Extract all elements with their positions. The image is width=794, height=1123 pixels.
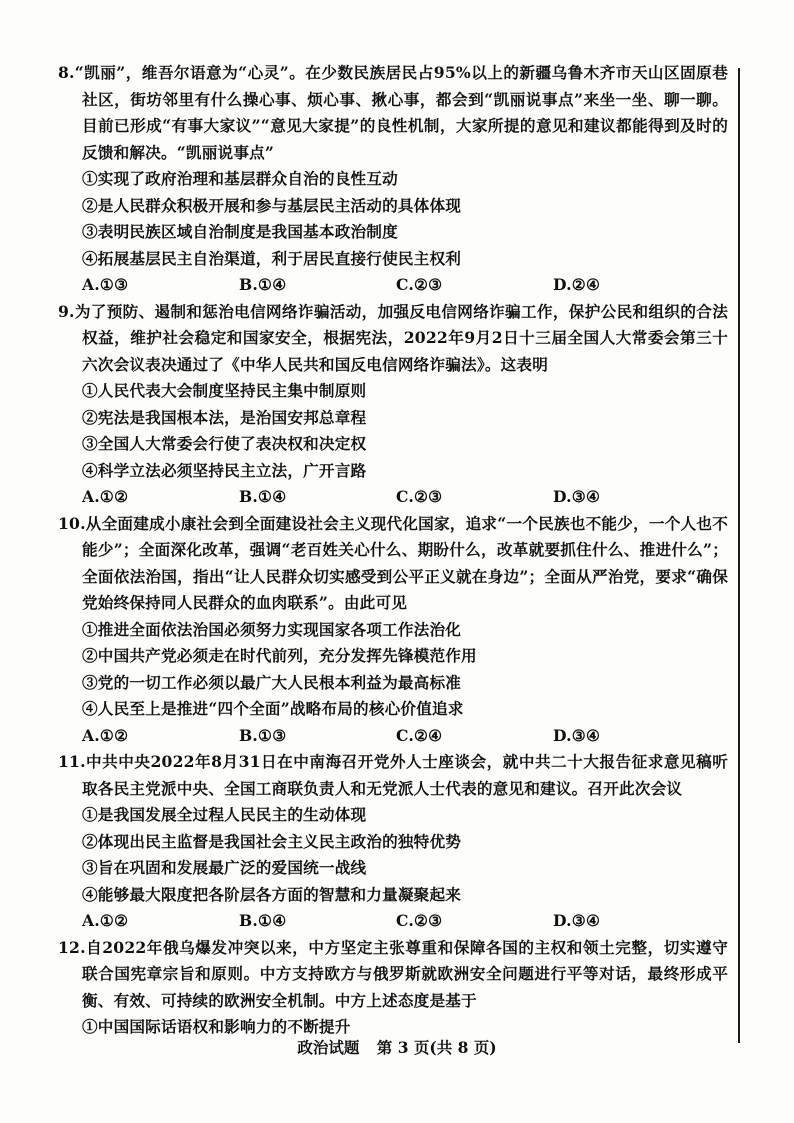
question-text: 为了预防、遏制和惩治电信网络诈骗活动，加强反电信网络诈骗工作，保护公民和组织的合法权益，维护社会稳定和国家安全，根据宪法，2022年9月2日十三届全国人大常委会第三十六次会议表决通过了《中华人民共和国反电信网络诈骗法》。这表明 <box>74 301 728 374</box>
statement-item: ①实现了政府治理和基层群众自治的良性互动 <box>82 169 398 188</box>
question-stem <box>58 299 728 379</box>
answer-option[interactable]: D.②④ <box>553 275 601 294</box>
statement-item: ③表明民族区域自治制度是我国基本政治制度 <box>82 222 398 241</box>
question-stem <box>58 60 728 166</box>
answer-options <box>58 908 728 935</box>
answer-options <box>58 272 728 299</box>
question-list <box>58 60 728 1041</box>
answer-option[interactable]: A.①② <box>82 911 129 930</box>
answer-option[interactable]: A.①③ <box>82 275 129 294</box>
answer-option[interactable]: C.②④ <box>396 725 443 745</box>
question <box>58 299 728 511</box>
question <box>58 749 728 935</box>
answer-option[interactable]: C.②③ <box>396 911 443 930</box>
answer-option[interactable]: C.②③ <box>396 487 443 506</box>
question-text: 中共中央2022年8月31日在中南海召开党外人士座谈会，就中共二十大报告征求意见稿听取各民主党派中央、全国工商联负责人和无党派人士代表的意见和建议。召开此次会议 <box>82 752 728 798</box>
question-text: “凯丽”，维吾尔语意为“心灵”。在少数民族居民占95%以上的新疆乌鲁木齐市天山区固原巷社区，街坊邻里有什么操心事、烦心事、揪心事，都会到“凯丽说事点”来坐一坐、聊一聊。目前已形成“有事大家议”“意见大家提”的良性机制，大家所提的意见和建议都能得到及时的反馈和解决。“凯丽说事点” <box>74 63 728 162</box>
question-text: 从全面建成小康社会到全面建设社会主义现代化国家，追求“一个民族也不能少，一个人也不能少”；全面深化改革，强调“老百姓关心什么、期盼什么，改革就要抓住什么、推进什么”；全面依法治国，指出“让人民群众切实感受到公平正义就在身边”；全面从严治党，要求“确保党始终保持同人民群众的血肉联系”。由此可见 <box>82 513 728 612</box>
answer-option[interactable]: B.①④ <box>239 911 287 930</box>
statement-item: ③旨在巩固和发展最广泛的爱国统一战线 <box>82 858 367 877</box>
answer-option[interactable]: A.①② <box>82 725 129 745</box>
answer-option[interactable]: D.③④ <box>553 725 601 745</box>
page-footer <box>0 1036 794 1058</box>
statement-item: ②中国共产党必须走在时代前列，充分发挥先锋模范作用 <box>82 646 477 665</box>
statement-item: ①推进全面依法治国必须努力实现国家各项工作法治化 <box>82 619 462 639</box>
question-number: 8. <box>58 63 75 82</box>
statement-item: ②是人民群众积极开展和参与基层民主活动的具体体现 <box>82 195 462 215</box>
statement-item: ④人民至上是推进“四个全面”战略布局的核心价值追求 <box>82 699 464 718</box>
statement-item: ①人民代表大会制度坚持民主集中制原则 <box>82 381 367 400</box>
question <box>58 511 728 750</box>
answer-option[interactable]: D.③④ <box>553 487 601 506</box>
statement-item: ④拓展基层民主自治渠道，利于居民直接行使民主权利 <box>82 248 462 268</box>
question <box>58 935 728 1041</box>
answer-options <box>58 484 728 511</box>
question-stem <box>58 935 728 1015</box>
statement-item: ①中国国际话语权和影响力的不断提升 <box>82 1017 351 1036</box>
statement-item: ①是我国发展全过程人民民主的生动体现 <box>82 805 367 824</box>
answer-options <box>58 723 728 750</box>
footer-page-number: 第 3 页(共 8 页) <box>376 1038 497 1057</box>
question-text: 自2022年俄乌爆发冲突以来，中方坚定主张尊重和保障各国的主权和领土完整，切实遵守联合国宪章宗旨和原则。中方支持欧方与俄罗斯就欧洲安全问题进行平等对话，最终形成平衡、有效、可持续的欧洲安全机制。中方上述态度是基于 <box>82 937 728 1010</box>
question-number: 11. <box>58 752 86 771</box>
question-number: 12. <box>58 937 86 957</box>
statement-item: ③全国人大常委会行使了表决权和决定权 <box>82 434 367 453</box>
answer-option[interactable]: B.①④ <box>239 487 287 506</box>
statement-item: ④能够最大限度把各阶层各方面的智慧和力量凝聚起来 <box>82 884 462 904</box>
answer-option[interactable]: A.①② <box>82 487 129 506</box>
question-number: 10. <box>58 513 86 533</box>
question-stem <box>58 749 728 802</box>
statement-item: ②宪法是我国根本法，是治国安邦总章程 <box>82 407 367 427</box>
statement-item: ③党的一切工作必须以最广大人民根本利益为最高标准 <box>82 672 462 692</box>
statement-item: ④科学立法必须坚持民主立法，广开言路 <box>82 460 367 480</box>
answer-option[interactable]: B.①③ <box>239 725 287 745</box>
question <box>58 60 728 299</box>
footer-subject: 政治试题 <box>297 1038 360 1057</box>
answer-option[interactable]: B.①④ <box>239 275 287 294</box>
question-number: 9. <box>58 301 75 321</box>
question-stem <box>58 511 728 617</box>
margin-rule <box>738 68 740 1043</box>
answer-option[interactable]: C.②③ <box>396 275 443 294</box>
statement-item: ②体现出民主监督是我国社会主义民主政治的独特优势 <box>82 831 462 851</box>
answer-option[interactable]: D.③④ <box>553 911 601 930</box>
